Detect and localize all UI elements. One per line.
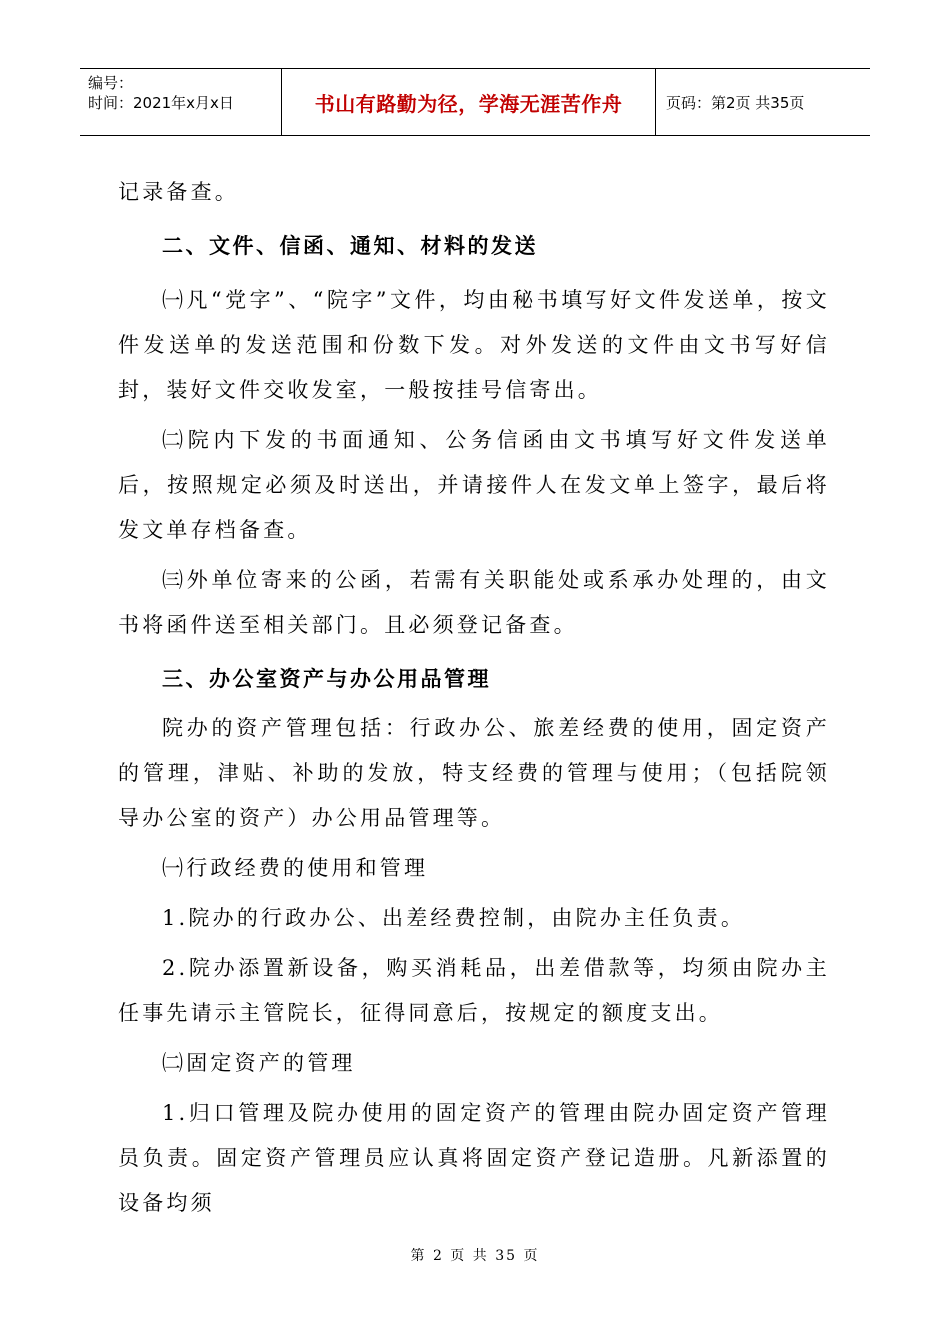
paragraph: ㈠行政经费的使用和管理: [162, 856, 429, 880]
document-body: [118, 170, 830, 1226]
header-motto: 书山有路勤为径，学海无涯苦作舟: [282, 69, 656, 135]
paragraph: 记录备查。: [118, 180, 239, 204]
paragraph: ㈡院内下发的书面通知、公务信函由文书填写好文件发送单后，按照规定必须及时送出，并请接件人在发文单上签字，最后将发文单存档备查。: [118, 428, 830, 542]
header-meta-cell: [80, 69, 282, 135]
header-page-info: 页码：第2页 共35页: [666, 93, 805, 112]
paragraph: ㈢外单位寄来的公函，若需有关职能处或系承办处理的，由文书将函件送至相关部门。且必须登记备查。: [118, 568, 830, 637]
date-label: 时间：2021年x月x日: [88, 94, 234, 112]
paragraph: 1.归口管理及院办使用的固定资产的管理由院办固定资产管理员负责。固定资产管理员应认真将固定资产登记造册。凡新添置的设备均须: [118, 1101, 830, 1215]
paragraph: ㈠凡“党字”、“院字”文件，均由秘书填写好文件发送单，按文件发送单的发送范围和份数下发。对外发送的文件由文书写好信封，装好文件交收发室，一般按挂号信寄出。: [118, 288, 830, 402]
page-footer: 第 2 页 共 35 页: [410, 1248, 540, 1264]
paragraph: ㈡固定资产的管理: [162, 1051, 356, 1075]
paragraph: 1.院办的行政办公、出差经费控制，由院办主任负责。: [162, 906, 746, 930]
paragraph: 院办的资产管理包括：行政办公、旅差经费的使用，固定资产的管理，津贴、补助的发放，特支经费的管理与使用；（包括院领导办公室的资产）办公用品管理等。: [118, 716, 830, 830]
document-header: [80, 68, 870, 136]
serial-number-label: 编号：: [88, 74, 134, 92]
section-heading: 三、办公室资产与办公用品管理: [162, 667, 491, 691]
paragraph: 2.院办添置新设备，购买消耗品，出差借款等，均须由院办主任事先请示主管院长，征得同意后，按规定的额度支出。: [118, 956, 830, 1025]
section-heading: 二、文件、信函、通知、材料的发送: [162, 234, 538, 258]
